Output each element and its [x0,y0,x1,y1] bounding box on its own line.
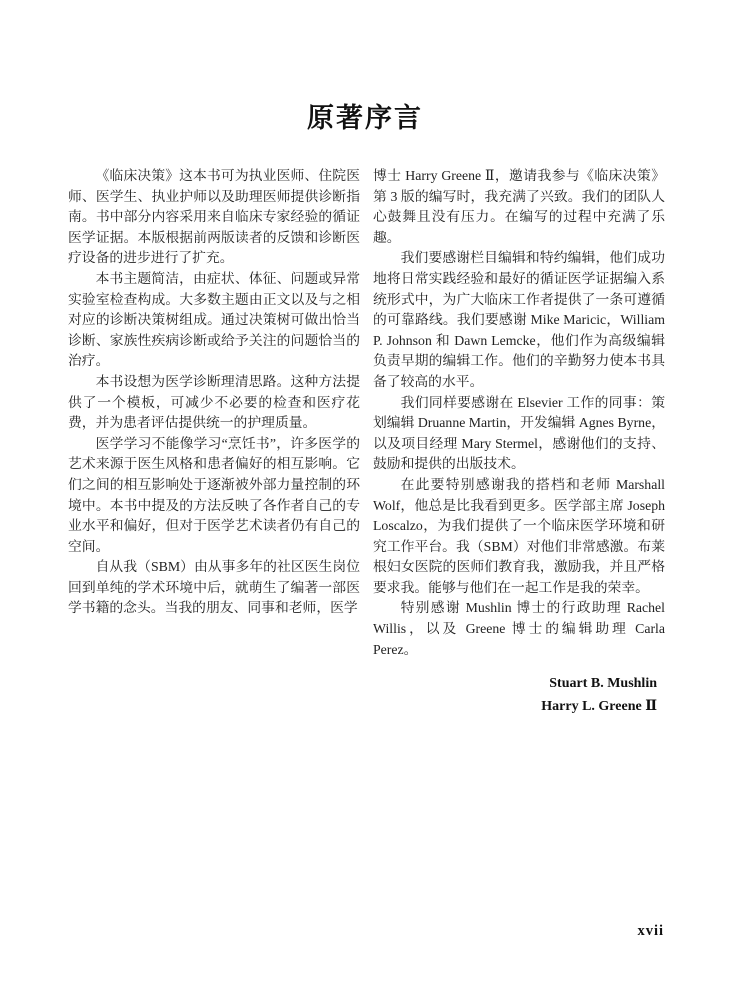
page-number: xvii [637,923,664,939]
paragraph: 在此要特别感谢我的搭档和老师 Marshall Wolf，他总是比我看到更多。医学部主席 Joseph Loscalzo，为我们提供了一个临床医学环境和研究工作平台。我（SBM）对他们非常感激。布莱根妇女医院的医师们教育我，激励我，并且严格要求我。能够与他们在一起工作是我的荣幸。 [373,476,665,595]
signature-author-2: Harry L. Greene Ⅱ [541,699,657,715]
signature-author-1: Stuart B. Mushlin [549,676,657,692]
paragraph-continuation: 博士 Harry Greene Ⅱ，邀请我参与《临床决策》第 3 版的编写时，我充满了兴致。我们的团队人心鼓舞且没有压力。在编写的过程中充满了乐趣。 [373,168,665,245]
text-columns [68,166,665,718]
paragraph: 本书主题简洁，由症状、体征、问题或异常实验室检查构成。大多数主题由正文以及与之相对应的诊断决策树组成。通过决策树可做出恰当诊断、家族性疾病诊断或给予关注的问题恰当的治疗。 [68,270,360,369]
paragraph: 我们同样要感谢在 Elsevier 工作的同事：策划编辑 Druanne Martin，开发编辑 Agnes Byrne，以及项目经理 Mary Stermel，感谢他们的支持、鼓励和提供的出版技术。 [373,394,665,472]
paragraph: 本书设想为医学诊断理清思路。这种方法提供了一个模板，可减少不必要的检查和医疗花费，并为患者评估提供统一的护理质量。 [68,373,360,431]
paragraph: 我们要感谢栏目编辑和特约编辑，他们成功地将日常实践经验和最好的循证医学证据编入系统形式中，为广大临床工作者提供了一条可遵循的可靠路线。我们要感谢 Mike Maricic，William P. Johnson 和 Dawn Lemcke，他们作为高级编辑负责早期的编辑工作。他们的辛勤努力使本书具备了较高的水平。 [373,250,665,389]
paragraph: 自从我（SBM）由从事多年的社区医生岗位回到单纯的学术环境中后，就萌生了编著一部医学书籍的念头。当我的朋友、同事和老师，医学 [68,559,360,616]
paragraph: 特别感谢 Mushlin 博士的行政助理 Rachel Willis，以及 Greene 博士的编辑助理 Carla Perez。 [373,600,665,657]
left-column [68,166,360,718]
page-title: 原著序言 [307,103,423,133]
signature-block [373,672,665,718]
right-column [373,166,665,718]
paragraph: 医学学习不能像学习“烹饪书”，许多医学的艺术来源于医生风格和患者偏好的相互影响。它们之间的相互影响处于逐渐被外部力量控制的环境中。本书中提及的方法反映了各作者自己的专业水平和偏好，但对于医学艺术读者仍有自己的空间。 [68,435,360,554]
paragraph: 《临床决策》这本书可为执业医师、住院医师、医学生、执业护师以及助理医师提供诊断指南。书中部分内容采用来自临床专家经验的循证医学证据。本版根据前两版读者的反馈和诊断医疗设备的进步进行了扩充。 [68,168,360,266]
